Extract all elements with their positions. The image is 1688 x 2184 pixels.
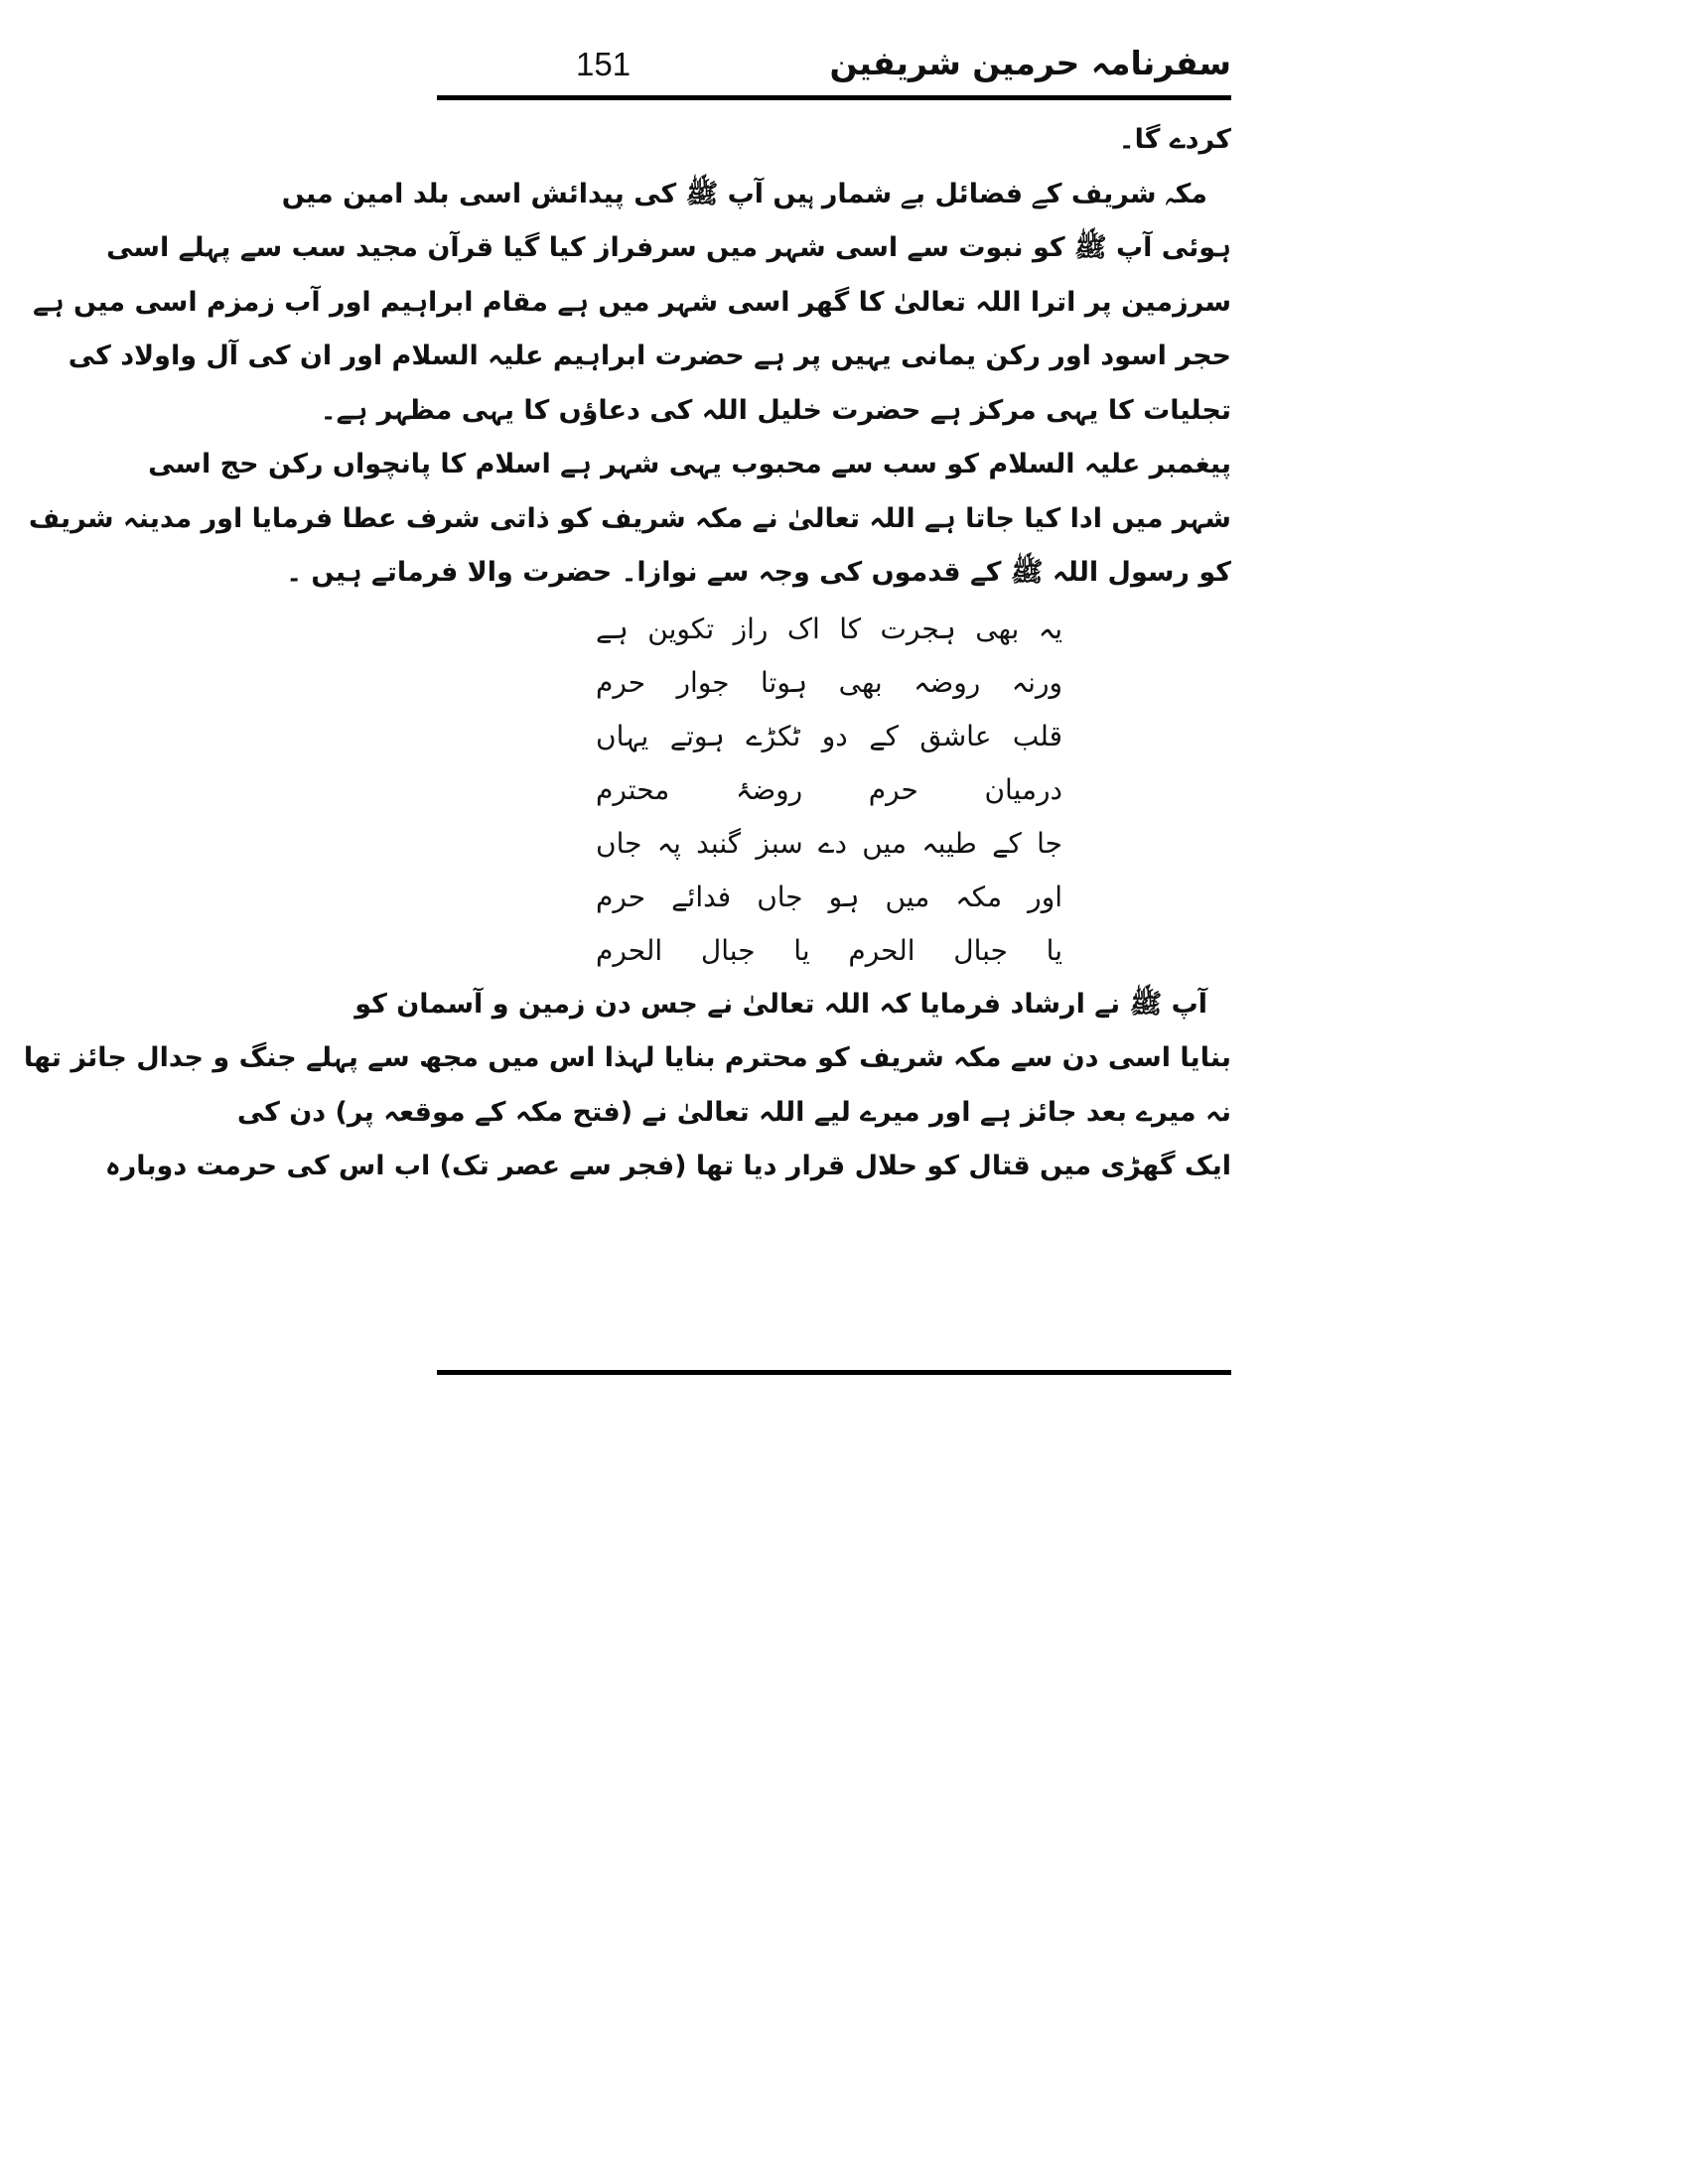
body-line: نہ میرے بعد جائز ہے اور میرے لیے اللہ تعالیٰ نے (فتح مکہ کے موقعہ پر) دن کی <box>236 1096 1231 1128</box>
body-line: کو رسول اللہ ﷺ کے قدموں کی وجہ سے نوازا۔ حضرت والا فرماتے ہیں ۔ <box>286 557 1231 588</box>
book-page <box>23 40 1231 1390</box>
body-line: مکہ شریف کے فضائل بے شمار ہیں آپ ﷺ کی پیدائش اسی بلد امین میں <box>281 178 1207 209</box>
body-line: پیغمبر علیہ السلام کو سب سے محبوب یہی شہر ہے اسلام کا پانچواں رکن حج اسی <box>148 449 1231 479</box>
body-line: شہر میں ادا کیا جاتا ہے اللہ تعالیٰ نے مکہ شریف کو ذاتی شرف عطا فرمایا اور مدینہ شریف <box>28 502 1231 534</box>
body-line: آپ ﷺ نے ارشاد فرمایا کہ اللہ تعالیٰ نے جس دن زمین و آسمان کو <box>354 988 1207 1020</box>
body-line: ایک گھڑی میں قتال کو حلال قرار دیا تھا (فجر سے عصر تک) اب اس کی حرمت دوبارہ <box>104 1151 1231 1181</box>
page-body <box>23 113 1231 1194</box>
poem-verse: ورنہ روضہ بھی ہوتا جوار حرم <box>596 665 1062 699</box>
page-number: 151 <box>576 46 632 82</box>
body-line: سرزمین پر اترا اللہ تعالیٰ کا گھر اسی شہر میں ہے مقام ابراہیم اور آب زمزم اسی میں ہے <box>33 286 1231 318</box>
body-line: تجلیات کا یہی مرکز ہے حضرت خلیل اللہ کی دعاؤں کا یہی مظہر ہے۔ <box>320 394 1231 426</box>
poem-verse: یہ بھی ہجرت کا اک راز تکوین ہے <box>596 612 1062 645</box>
body-line: بنایا اسی دن سے مکہ شریف کو محترم بنایا لہذا اس میں مجھ سے پہلے جنگ و جدال جائز تھا <box>23 1042 1231 1073</box>
body-line: ہوئی آپ ﷺ کو نبوت سے اسی شہر میں سرفراز کیا گیا قرآن مجید سب سے پہلے اسی <box>106 232 1231 263</box>
page-header <box>437 40 1231 97</box>
poem-verse: درمیان حرم روضۂ محترم <box>596 772 1062 806</box>
poem-verse: اور مکہ میں ہو جاں فدائے حرم <box>596 880 1062 913</box>
poem-verse: قلب عاشق کے دو ٹکڑے ہوتے یہاں <box>596 719 1062 752</box>
body-line: کردے گا۔ <box>1118 124 1231 155</box>
book-title: سفرنامہ حرمین شریفین <box>829 44 1231 82</box>
footer-rule <box>437 1370 1231 1375</box>
poem-block <box>437 603 1231 978</box>
poem-verse: یا جبال الحرم یا جبال الحرم <box>596 933 1062 967</box>
header-rule <box>437 95 1231 100</box>
body-line: حجر اسود اور رکن یمانی یہیں پر ہے حضرت ابراہیم علیہ السلام اور ان کی آل واولاد کی <box>68 341 1231 371</box>
poem-verse: جا کے طیبہ میں دے سبز گنبد پہ جاں <box>596 826 1062 860</box>
